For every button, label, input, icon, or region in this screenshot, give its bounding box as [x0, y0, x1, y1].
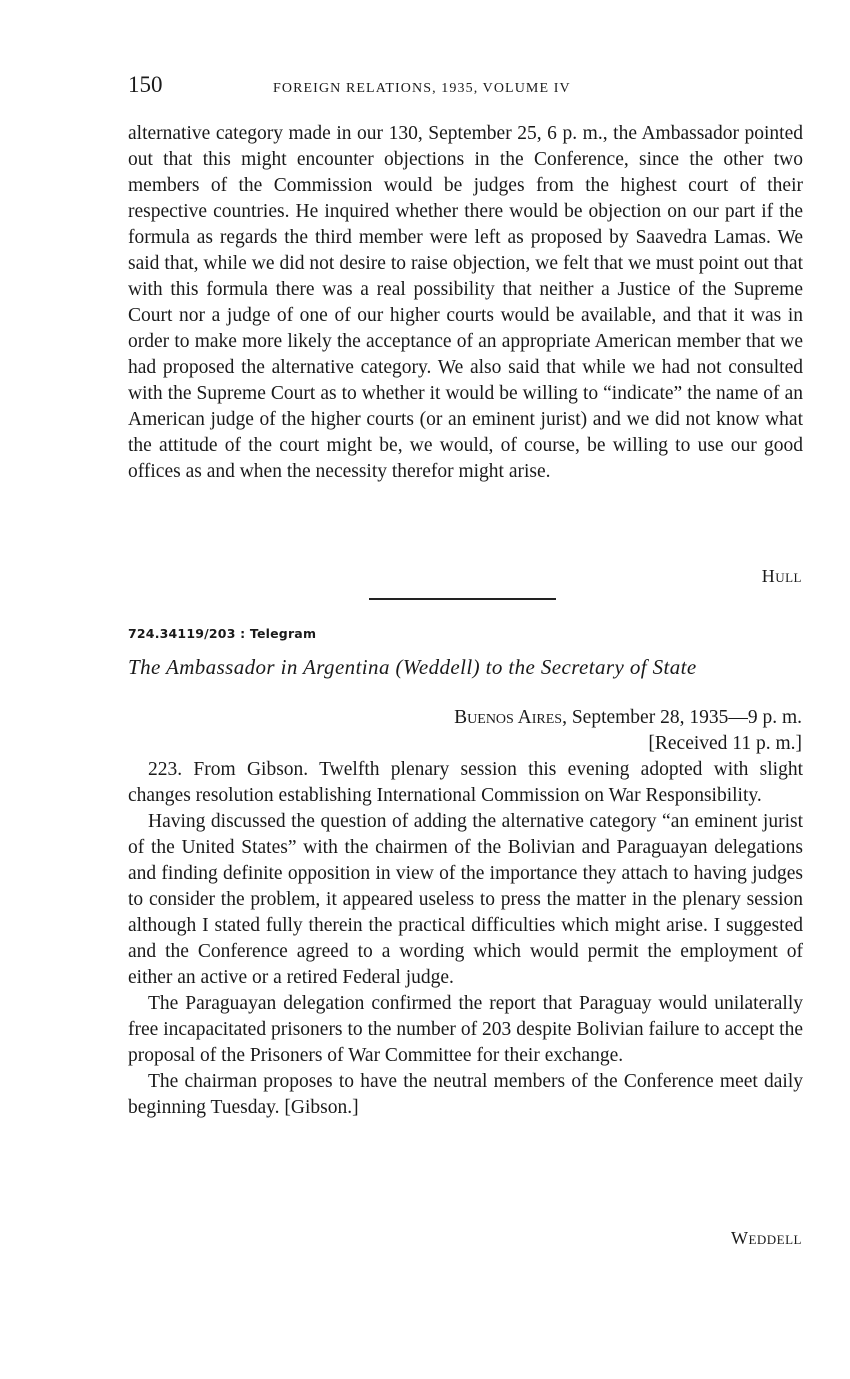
paragraph: 223. From Gibson. Twelfth plenary session this evening adopted with slight changes resolution establishing International Commission on War Responsibility.	[128, 759, 803, 806]
dateline-received: [Received 11 p. m.]	[648, 733, 802, 754]
dateline-date: , September 28, 1935—9 p. m.	[562, 707, 802, 728]
previous-document-text	[128, 121, 803, 485]
dateline-place: Buenos Aires	[454, 707, 563, 728]
paragraph: Having discussed the question of adding the alternative category “an eminent jurist of the United States” with the chairmen of the Bolivian and Paraguayan delegations and finding definite opposition in view of the importance they attach to having judges to consider the problem, it appeared useless to press the matter in the plenary session although I stated fully therein the practical difficulties which might arise. I suggested and the Conference agreed to a wording which would permit the employment of either an active or a retired Federal judge.	[128, 811, 803, 988]
running-head: FOREIGN RELATIONS, 1935, VOLUME IV	[273, 81, 571, 96]
page-number: 150	[128, 72, 163, 97]
page-header	[128, 72, 803, 106]
paragraph: The Paraguayan delegation confirmed the report that Paraguay would unilaterally free incapacitated prisoners to the number of 203 despite Bolivian failure to accept the proposal of the Prisoners of War Committee for their exchange.	[128, 993, 803, 1066]
section-divider	[369, 598, 556, 600]
paragraph: The chairman proposes to have the neutral members of the Conference meet daily beginning Tuesday. [Gibson.]	[128, 1071, 803, 1118]
dateline-sent	[454, 705, 802, 731]
telegram-body	[128, 757, 803, 1121]
file-reference: 724.34119/203 : Telegram	[128, 626, 317, 641]
signature-weddell: Weddell	[730, 1228, 802, 1248]
dateline	[454, 705, 802, 757]
signature-hull: Hull	[761, 566, 802, 586]
paragraph: alternative category made in our 130, September 25, 6 p. m., the Ambassador pointed out that this might encounter objections in the Conference, since the other two members of the Commission would be judges from the highest court of their respective countries. He inquired whether there would be objection on our part if the formula as regards the third member were left as proposed by Saavedra Lamas. We said that, while we did not desire to raise objection, we felt that we must point out that with this formula there was a real possibility that neither a Justice of the Supreme Court nor a judge of one of our higher courts would be available, and that it was in order to make more likely the acceptance of an appropriate American member that we had proposed the alternative category. We also said that while we had not consulted with the Supreme Court as to whether it would be willing to “indicate” the name of an American judge of the higher courts (or an eminent jurist) and we did not know what the attitude of the court might be, we would, of course, be willing to use our good offices as and when the necessity therefor might arise.	[128, 123, 803, 482]
document-title: The Ambassador in Argentina (Weddell) to the Secretary of State	[128, 655, 697, 679]
